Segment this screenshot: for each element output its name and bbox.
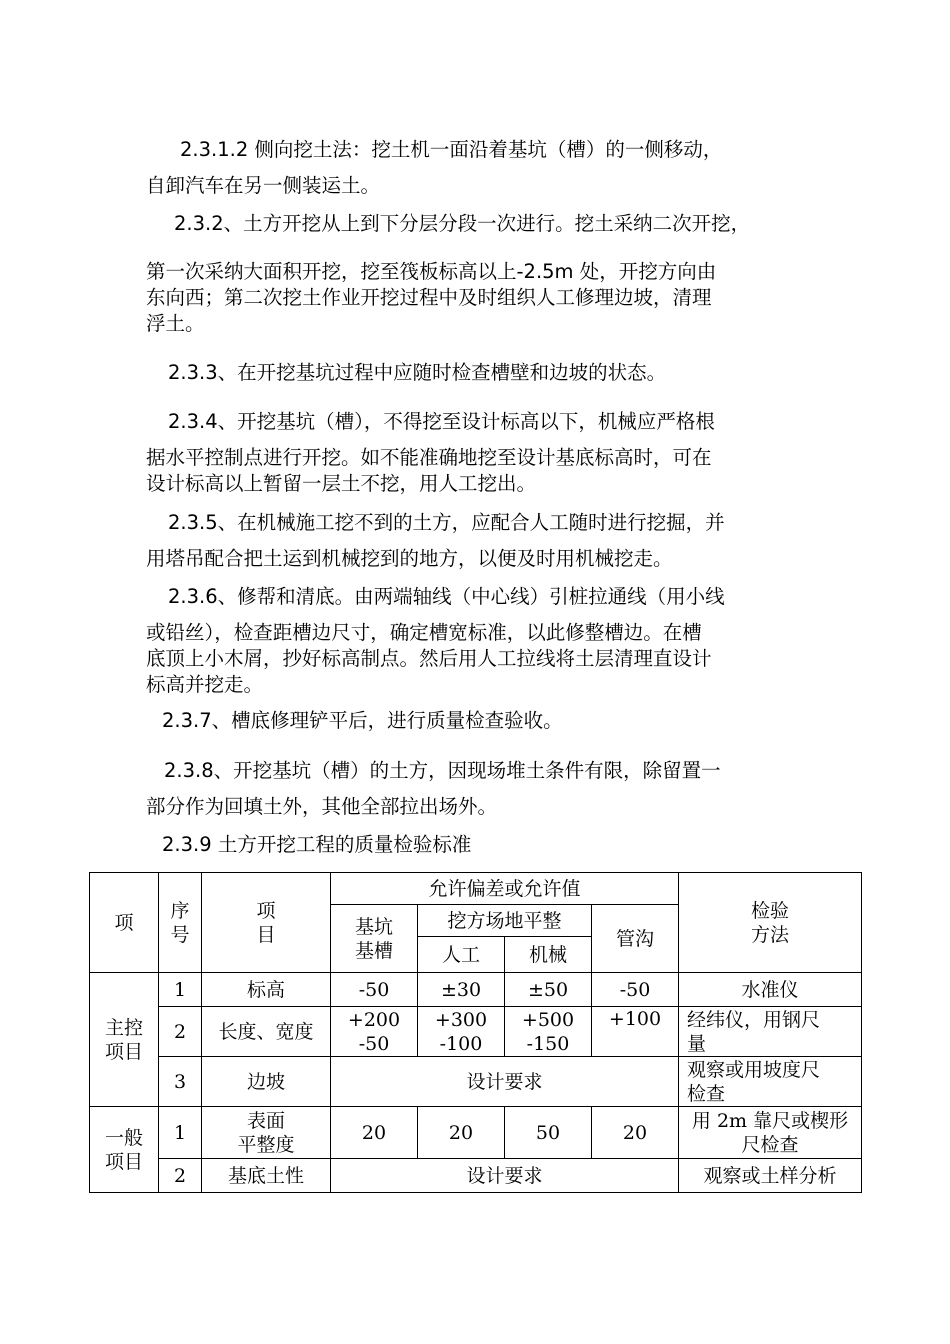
cell-manual: 20 bbox=[418, 1107, 505, 1159]
cell-method: 水准仪 bbox=[679, 973, 862, 1007]
cell-method: 观察或土样分析 bbox=[679, 1159, 862, 1193]
header-site-leveling: 挖方场地平整 bbox=[418, 905, 592, 937]
text-line: 部分作为回填土外，其他全部拉出场外。 bbox=[146, 795, 498, 818]
header-pit: 基坑 基槽 bbox=[331, 905, 418, 973]
text-line: 自卸汽车在另一侧装运土。 bbox=[146, 174, 381, 197]
cell-seq: 2 bbox=[159, 1159, 202, 1193]
cell-method: 经纬仪，用钢尺 量 bbox=[679, 1007, 862, 1057]
cell-pit: 20 bbox=[331, 1107, 418, 1159]
cell-name: 表面 平整度 bbox=[202, 1107, 331, 1159]
header-trench: 管沟 bbox=[592, 905, 679, 973]
text-line: 2.3.4、开挖基坑（槽），不得挖至设计标高以下，机械应严格根 bbox=[168, 410, 715, 433]
cell-method: 观察或用坡度尺 检查 bbox=[679, 1057, 862, 1107]
header-seq: 序 号 bbox=[159, 873, 202, 973]
table-row bbox=[90, 1007, 862, 1057]
header-name: 项 目 bbox=[202, 873, 331, 973]
header-tolerance: 允许偏差或允许值 bbox=[331, 873, 679, 905]
paragraph-2-3-6 bbox=[146, 584, 816, 698]
cell-pit: -50 bbox=[331, 973, 418, 1007]
paragraph-2-3-5 bbox=[146, 510, 816, 572]
text-line: 浮土。 bbox=[146, 312, 205, 335]
table-row bbox=[90, 1107, 862, 1159]
header-manual: 人工 bbox=[418, 937, 505, 973]
paragraph-2-3-3 bbox=[146, 360, 816, 386]
table-row bbox=[90, 1057, 862, 1107]
text-line: 或铅丝），检查距槽边尺寸，确定槽宽标准，以此修整槽边。在槽 bbox=[146, 621, 702, 644]
text-line: 2.3.6、修帮和清底。由两端轴线（中心线）引桩拉通线（用小线 bbox=[168, 585, 725, 608]
cell-mechanical: ±50 bbox=[505, 973, 592, 1007]
cell-name: 长度、宽度 bbox=[202, 1007, 331, 1057]
header-mechanical: 机械 bbox=[505, 937, 592, 973]
text-line: 2.3.7、槽底修理铲平后，进行质量检查验收。 bbox=[162, 709, 563, 732]
table-row bbox=[90, 1159, 862, 1193]
table-caption: 2.3.9 土方开挖工程的质量检验标准 bbox=[162, 833, 472, 856]
paragraph-2-3-9 bbox=[146, 832, 816, 858]
cell-seq: 2 bbox=[159, 1007, 202, 1057]
text-line: 东向西；第二次挖土作业开挖过程中及时组织人工修理边坡，清理 bbox=[146, 286, 712, 309]
cell-seq: 3 bbox=[159, 1057, 202, 1107]
paragraph-2-3-2 bbox=[146, 211, 816, 337]
quality-standard-table bbox=[89, 872, 862, 1193]
cell-name: 边坡 bbox=[202, 1057, 331, 1107]
text-line: 2.3.1.2 侧向挖土法：挖土机一面沿着基坑（槽）的一侧移动， bbox=[180, 138, 723, 161]
text-line: 2.3.8、开挖基坑（槽）的土方，因现场堆土条件有限，除留置一 bbox=[164, 759, 721, 782]
cell-name: 基底土性 bbox=[202, 1159, 331, 1193]
cell-seq: 1 bbox=[159, 973, 202, 1007]
group-general: 一般 项目 bbox=[90, 1107, 159, 1193]
cell-name: 标高 bbox=[202, 973, 331, 1007]
cell-manual: +300 -100 bbox=[418, 1007, 505, 1057]
text-line: 2.3.2、土方开挖从上到下分层分段一次进行。挖土采纳二次开挖， bbox=[174, 212, 751, 235]
cell-trench: -50 bbox=[592, 973, 679, 1007]
paragraph-2-3-7 bbox=[146, 708, 816, 734]
text-line: 用塔吊配合把土运到机械挖到的地方，以便及时用机械挖走。 bbox=[146, 547, 673, 570]
text-line: 2.3.3、在开挖基坑过程中应随时检查槽壁和边坡的状态。 bbox=[168, 361, 667, 384]
cell-merged-requirement: 设计要求 bbox=[331, 1159, 679, 1193]
paragraph-2-3-8 bbox=[146, 758, 816, 820]
header-method: 检验 方法 bbox=[679, 873, 862, 973]
cell-pit: +200 -50 bbox=[331, 1007, 418, 1057]
text-line: 第一次采纳大面积开挖，挖至筏板标高以上-2.5m 处，开挖方向由 bbox=[146, 260, 717, 283]
paragraph-2-3-1-2 bbox=[146, 137, 816, 199]
cell-mechanical: 50 bbox=[505, 1107, 592, 1159]
cell-merged-requirement: 设计要求 bbox=[331, 1057, 679, 1107]
cell-method: 用 2m 靠尺或楔形 尺检查 bbox=[679, 1107, 862, 1159]
cell-trench: +100 bbox=[592, 1007, 679, 1057]
text-line: 2.3.5、在机械施工挖不到的土方，应配合人工随时进行挖掘，并 bbox=[168, 511, 725, 534]
group-main: 主控 项目 bbox=[90, 973, 159, 1107]
header-item: 项 bbox=[90, 873, 159, 973]
cell-mechanical: +500 -150 bbox=[505, 1007, 592, 1057]
text-line: 底顶上小木屑，抄好标高制点。然后用人工拉线将土层清理直设计 bbox=[146, 647, 712, 670]
cell-manual: ±30 bbox=[418, 973, 505, 1007]
text-line: 标高并挖走。 bbox=[146, 673, 264, 696]
text-line: 据水平控制点进行开挖。如不能准确地挖至设计基底标高时，可在 bbox=[146, 446, 712, 469]
cell-trench: 20 bbox=[592, 1107, 679, 1159]
cell-seq: 1 bbox=[159, 1107, 202, 1159]
table-row bbox=[90, 973, 862, 1007]
text-line: 设计标高以上暂留一层土不挖，用人工挖出。 bbox=[146, 472, 537, 495]
paragraph-2-3-4 bbox=[146, 409, 816, 497]
